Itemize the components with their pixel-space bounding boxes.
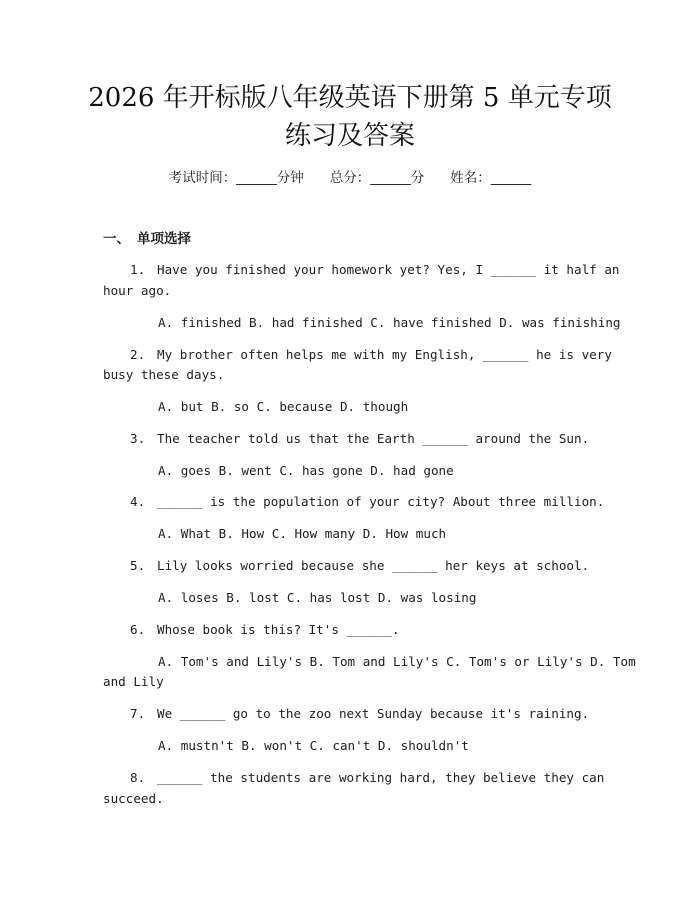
document-title-line-2: 练习及答案	[284, 121, 415, 151]
document-title-line-1: 2026 年开标版八年级英语下册第 5 单元专项	[88, 83, 612, 113]
section-heading	[103, 229, 191, 249]
question-4	[130, 492, 604, 512]
question-8	[130, 768, 604, 788]
question-5	[130, 556, 589, 576]
question-text: Lily looks worried because she ______ her keys at school.	[157, 558, 590, 573]
question-2-continuation: busy these days.	[103, 367, 225, 382]
question-3	[130, 429, 589, 449]
question-number: 1.	[130, 262, 146, 277]
name-field: 姓名：______	[450, 170, 532, 186]
question-number: 6.	[130, 622, 146, 637]
question-number: 8.	[130, 770, 146, 785]
question-number: 5.	[130, 558, 146, 573]
question-number: 3.	[130, 431, 146, 446]
question-text: Have you finished your homework yet? Yes, I ______ it half an	[157, 262, 620, 277]
question-text: ______ the students are working hard, they believe they can	[157, 770, 605, 785]
question-8-continuation: succeed.	[103, 791, 164, 806]
question-text: We ______ go to the zoo next Sunday because it's raining.	[157, 706, 590, 721]
exam-time-field: 考试时间：______分钟	[168, 170, 304, 186]
question-number: 7.	[130, 706, 146, 721]
total-score-field: 总分：______分	[329, 170, 425, 186]
question-2	[130, 345, 612, 365]
question-number: 4.	[130, 494, 146, 509]
question-6	[130, 620, 400, 640]
question-2-options: A. but B. so C. because D. though	[158, 399, 409, 414]
question-text: My brother often helps me with my English, ______ he is very	[157, 347, 612, 362]
question-7-options: A. mustn't B. won't C. can't D. shouldn't	[158, 738, 469, 753]
question-text: The teacher told us that the Earth ______ around the Sun.	[157, 431, 590, 446]
question-4-options: A. What B. How C. How many D. How much	[158, 526, 447, 541]
question-5-options: A. loses B. lost C. has lost D. was losing	[158, 590, 477, 605]
question-1	[130, 260, 620, 280]
exam-meta	[0, 168, 700, 188]
question-number: 2.	[130, 347, 146, 362]
question-6-options-continuation: and Lily	[103, 674, 164, 689]
question-6-options: A. Tom's and Lily's B. Tom and Lily's C. Tom's or Lily's D. Tom	[158, 654, 636, 669]
section-title: 单项选择	[137, 231, 191, 247]
question-text: ______ is the population of your city? About three million.	[157, 494, 605, 509]
question-1-options: A. finished B. had finished C. have finished D. was finishing	[158, 315, 621, 330]
question-7	[130, 704, 589, 724]
question-1-continuation: hour ago.	[103, 283, 172, 298]
section-number: 一、	[103, 231, 130, 247]
question-text: Whose book is this? It's ______.	[157, 622, 400, 637]
question-3-options: A. goes B. went C. has gone D. had gone	[158, 463, 454, 478]
